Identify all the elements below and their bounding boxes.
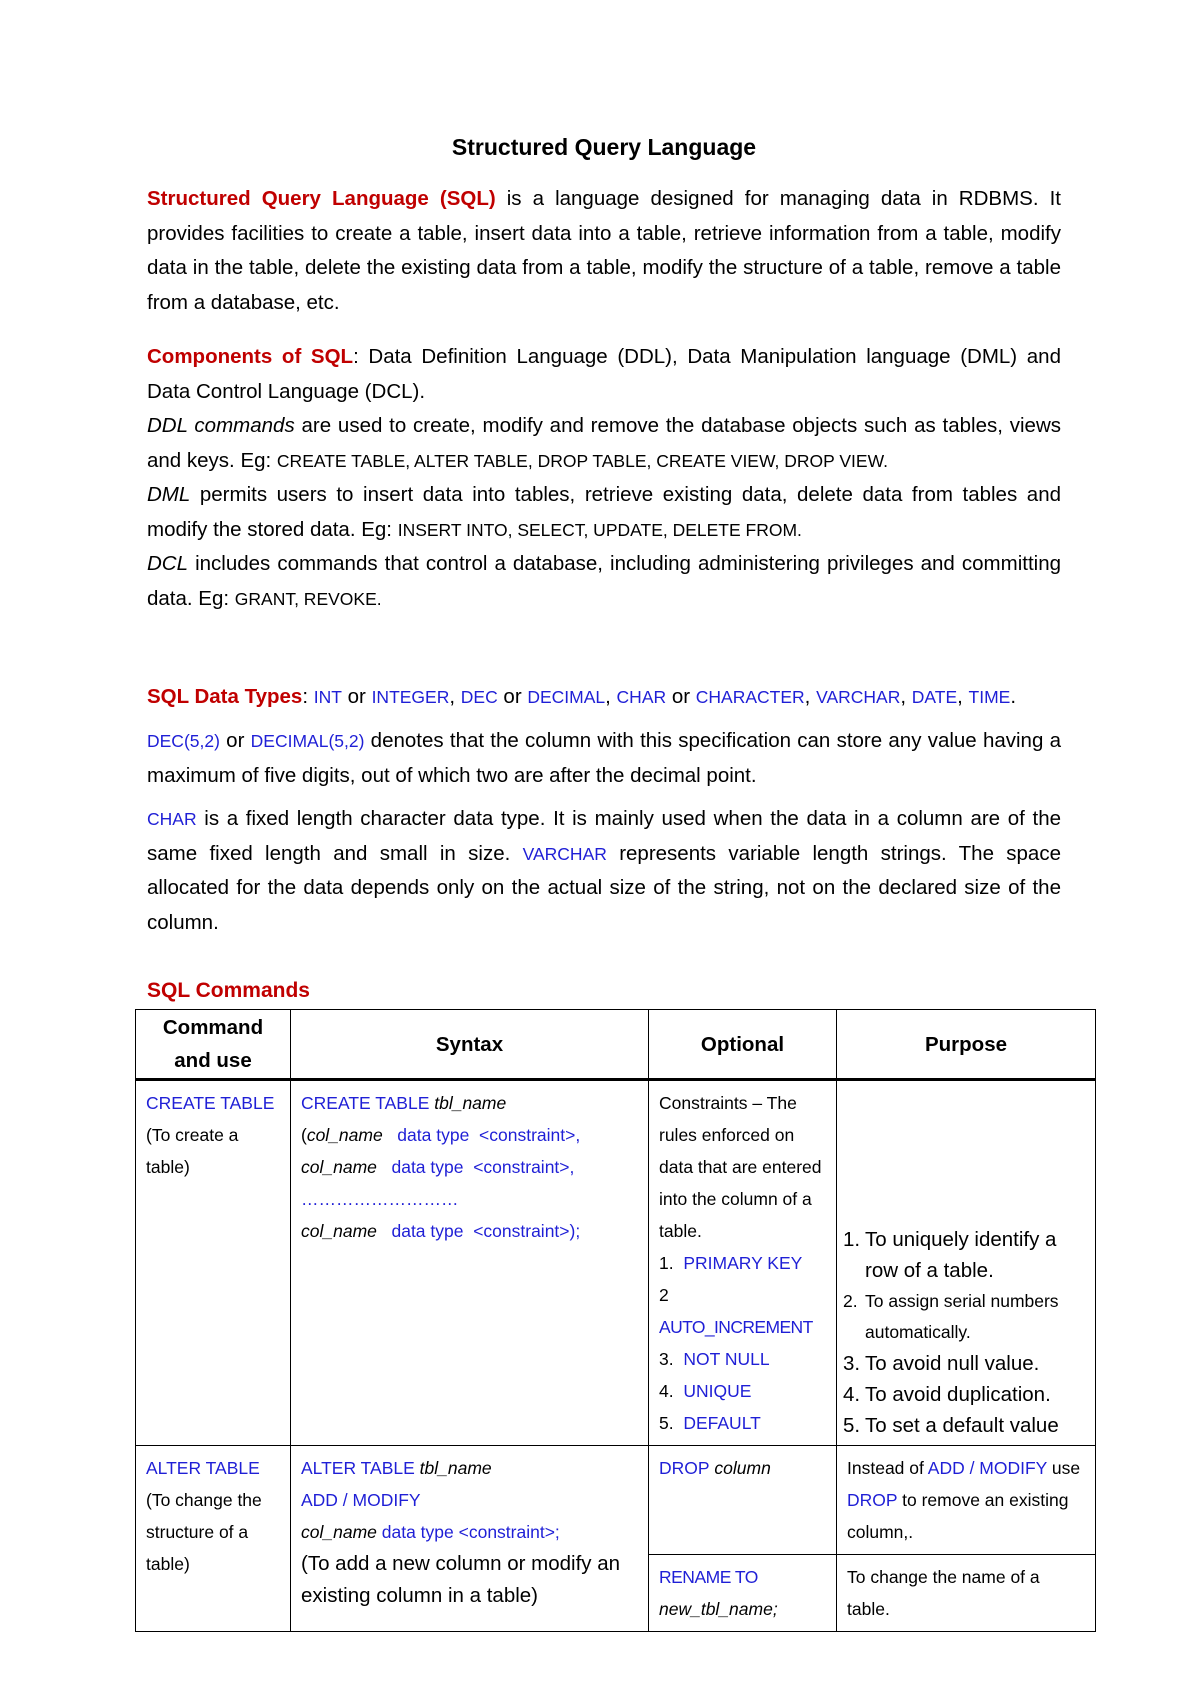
- type-dec: DEC: [460, 687, 498, 707]
- type-int: INT: [313, 687, 342, 707]
- header-syntax: Syntax: [291, 1010, 649, 1080]
- create-command: CREATE TABLE: [146, 1093, 275, 1113]
- or-1: or: [341, 685, 372, 708]
- drop-purpose-text-3: to remove an existing column,.: [847, 1490, 1069, 1542]
- header-command: Command and use: [136, 1010, 291, 1080]
- create-syntax-col-1: col_name: [306, 1125, 383, 1145]
- alter-rename-purpose-cell: To change the name of a table.: [837, 1555, 1096, 1632]
- purpose-num: 5.: [843, 1414, 861, 1437]
- create-syntax-cell: [291, 1080, 649, 1446]
- alter-use: (To change the structure of a table): [146, 1490, 262, 1574]
- purpose-item: [843, 1224, 1089, 1286]
- create-purpose-cell: [837, 1080, 1096, 1446]
- purpose-num: 3.: [843, 1352, 861, 1375]
- create-syntax-type-2: data type <constraint>,: [376, 1157, 575, 1177]
- intro-term: Structured Query Language (SQL): [147, 187, 496, 210]
- purpose-item: [843, 1348, 1089, 1379]
- create-command-cell: [136, 1080, 291, 1446]
- drop-column: column: [709, 1458, 771, 1478]
- type-integer: INTEGER: [371, 687, 450, 707]
- constraints-list: [659, 1247, 826, 1439]
- components-text: : Data Definition Language (DDL), Data Manipulation language (DML) and Data Control Language (DCL).: [147, 345, 1061, 403]
- comma-1: ,: [449, 685, 461, 708]
- constraint-name: DEFAULT: [683, 1413, 761, 1433]
- char-text: is a fixed length character data type. It is mainly used when the data in a column are of the same fixed length and small in size.: [147, 807, 1061, 865]
- constraint-num: 2: [659, 1285, 669, 1305]
- create-use: (To create a table): [146, 1125, 239, 1177]
- dcl-examples: GRANT, REVOKE.: [234, 588, 382, 609]
- dcl-term: DCL: [147, 552, 189, 575]
- purpose-item: [843, 1379, 1089, 1410]
- varchar-text: represents variable length strings. The space allocated for the data depends only on the actual size of the string, not on the declared size of the column.: [147, 841, 1061, 934]
- rename-kw: RENAME TO: [659, 1567, 758, 1587]
- alter-syntax-name: tbl_name: [414, 1458, 492, 1478]
- alter-syntax-note: (To add a new column or modify an existing column in a table): [301, 1552, 621, 1607]
- or-3: or: [666, 685, 696, 708]
- constraint-num: 1.: [659, 1253, 674, 1273]
- list-item: [659, 1247, 826, 1279]
- list-item: [659, 1375, 826, 1407]
- create-optional-cell: [649, 1080, 837, 1446]
- constraint-name: UNIQUE: [683, 1381, 752, 1401]
- datatypes-line: [147, 680, 1061, 715]
- type-time: TIME: [968, 687, 1011, 707]
- purpose-num: 4.: [843, 1383, 861, 1406]
- drop-purpose-kw-2: DROP: [847, 1490, 898, 1510]
- header-purpose: Purpose: [837, 1010, 1096, 1080]
- components-term: Components of SQL: [147, 345, 354, 368]
- sql-commands-table: [135, 1009, 1096, 1632]
- alter-rename-cell: [649, 1555, 837, 1632]
- purpose-num: 1.: [843, 1228, 861, 1251]
- purpose-text: To assign serial numbers automatically.: [865, 1291, 1059, 1342]
- ddl-text: are used to create, modify and remove the database objects such as tables, views and keys. Eg:: [147, 414, 1062, 472]
- create-syntax-type-3: data type <constraint>);: [376, 1221, 581, 1241]
- purpose-text: To avoid null value.: [865, 1352, 1040, 1375]
- rename-name: new_tbl_name;: [659, 1599, 778, 1619]
- create-syntax-ellipsis: ………………………: [301, 1189, 459, 1209]
- table-header-row: [136, 1010, 1096, 1080]
- components-paragraph: [147, 340, 1061, 616]
- intro-paragraph: [147, 182, 1061, 320]
- period: .: [1010, 685, 1017, 708]
- purpose-item: [843, 1286, 1089, 1348]
- alter-syntax-type: data type <constraint>;: [376, 1522, 560, 1542]
- dec-kw: DEC(5,2): [147, 731, 220, 751]
- purpose-text: To uniquely identify a row of a table.: [865, 1228, 1057, 1282]
- alter-drop-cell: [649, 1446, 837, 1555]
- list-item: [659, 1279, 826, 1343]
- create-syntax-paren: (: [301, 1125, 307, 1145]
- dml-examples: INSERT INTO, SELECT, UPDATE, DELETE FROM.: [397, 519, 802, 540]
- intro-text: is a language designed for managing data in RDBMS. It provides facilities to create a table, insert data into a table, retrieve information from a table, modify data in the table, delete the existing data from a table, modify the structure of a table, remove a table from a database, etc.: [147, 187, 1061, 314]
- dcl-text: includes commands that control a database, including administering privileges and committing data. Eg:: [147, 552, 1061, 610]
- comma-5: ,: [957, 685, 969, 708]
- alter-syntax-add-modify: ADD / MODIFY: [301, 1490, 421, 1510]
- purpose-item: [843, 1410, 1089, 1441]
- ddl-examples: CREATE TABLE, ALTER TABLE, DROP TABLE, CREATE VIEW, DROP VIEW.: [276, 450, 888, 471]
- create-syntax-kw: CREATE TABLE: [301, 1093, 430, 1113]
- type-date: DATE: [911, 687, 958, 707]
- list-item: [659, 1407, 826, 1439]
- type-varchar: VARCHAR: [816, 687, 901, 707]
- create-syntax-type-1: data type <constraint>,: [382, 1125, 581, 1145]
- create-syntax-col-3: col_name: [301, 1221, 377, 1241]
- drop-purpose-kw-1: ADD / MODIFY: [927, 1458, 1048, 1478]
- decimal-kw: DECIMAL(5,2): [250, 731, 365, 751]
- type-decimal: DECIMAL: [527, 687, 606, 707]
- dml-text: permits users to insert data into tables, retrieve existing data, delete data from tables and modify the stored data. Eg:: [147, 483, 1061, 541]
- constraint-name: AUTO_INCREMENT: [659, 1317, 813, 1337]
- alter-drop-purpose-cell: [837, 1446, 1096, 1555]
- drop-purpose-text-2: use: [1047, 1458, 1081, 1478]
- drop-kw: DROP: [659, 1458, 710, 1478]
- varchar-kw: VARCHAR: [522, 843, 607, 864]
- decimal-paragraph: [147, 724, 1061, 793]
- alter-syntax-cell: [291, 1446, 649, 1632]
- alter-syntax-col: col_name: [301, 1522, 377, 1542]
- datatypes-term: SQL Data Types: [147, 685, 303, 708]
- dml-term: DML: [147, 483, 191, 506]
- alter-command-cell: [136, 1446, 291, 1632]
- constraint-num: 4.: [659, 1381, 674, 1401]
- create-syntax-col-2: col_name: [301, 1157, 377, 1177]
- comma-3: ,: [804, 685, 817, 708]
- header-optional: Optional: [649, 1010, 837, 1080]
- comma-2: ,: [605, 685, 617, 708]
- type-char: CHAR: [616, 687, 667, 707]
- drop-purpose-text-1: Instead of: [847, 1458, 928, 1478]
- document-title: Structured Query Language: [451, 134, 757, 160]
- purpose-num: 2.: [843, 1291, 858, 1311]
- constraint-num: 5.: [659, 1413, 674, 1433]
- ddl-term: DDL commands: [147, 414, 295, 437]
- sql-commands-heading: SQL Commands: [147, 979, 310, 1002]
- dec-or: or: [219, 729, 251, 752]
- table-row-alter: [136, 1446, 1096, 1555]
- comma-4: ,: [900, 685, 912, 708]
- char-paragraph: [147, 802, 1061, 940]
- alter-syntax-kw: ALTER TABLE: [301, 1458, 415, 1478]
- constraint-name: NOT NULL: [683, 1349, 770, 1369]
- constraints-description: Constraints – The rules enforced on data that are entered into the column of a table.: [659, 1093, 822, 1241]
- table-row-create: [136, 1080, 1096, 1446]
- type-character: CHARACTER: [695, 687, 805, 707]
- constraint-name: PRIMARY KEY: [683, 1253, 803, 1273]
- constraint-num: 3.: [659, 1349, 674, 1369]
- purpose-text: To avoid duplication.: [865, 1383, 1051, 1406]
- char-kw: CHAR: [147, 809, 197, 829]
- alter-command: ALTER TABLE: [146, 1458, 260, 1478]
- purpose-text: To set a default value: [865, 1414, 1059, 1437]
- decimal-text: denotes that the column with this specification can store any value having a maximum of five digits, out of which two are after the decimal point.: [147, 729, 1061, 787]
- datatypes-colon: :: [302, 685, 314, 708]
- create-syntax-name: tbl_name: [429, 1093, 507, 1113]
- or-2: or: [497, 685, 528, 708]
- list-item: [659, 1343, 826, 1375]
